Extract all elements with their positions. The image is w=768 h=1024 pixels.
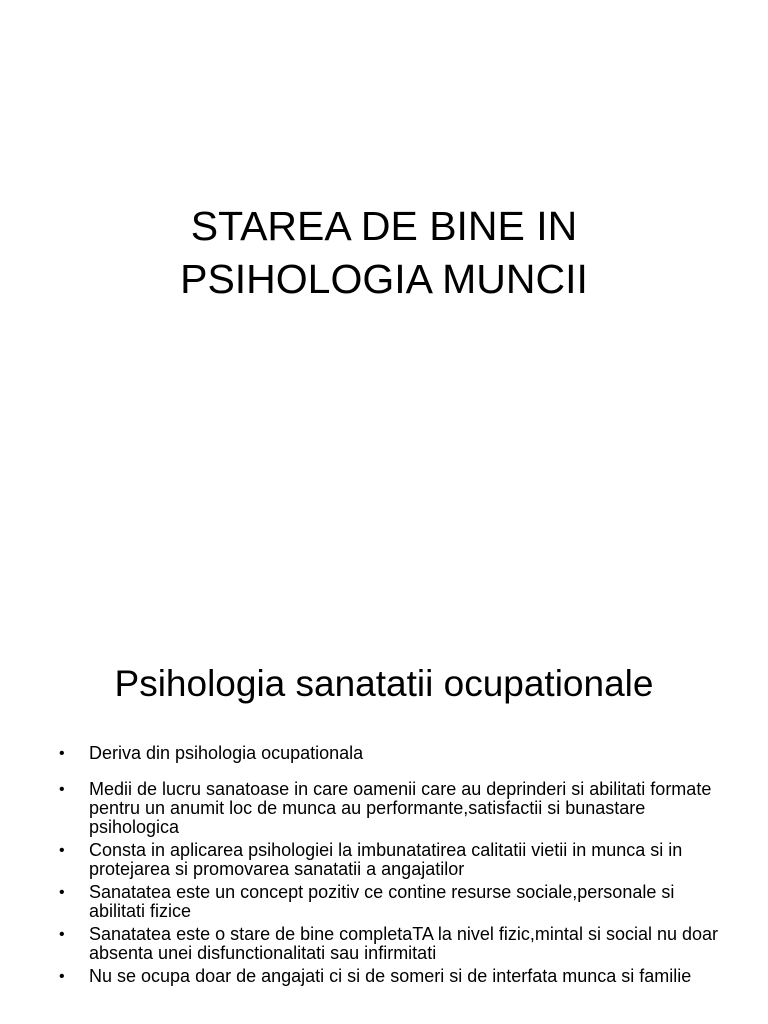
slide-title: [0, 200, 768, 306]
bullet-item: [0, 780, 768, 837]
bullet-icon: •: [59, 926, 65, 943]
bullet-text: Sanatatea este un concept pozitiv ce contine resurse sociale,personale si abilitati fizice: [89, 882, 675, 921]
bullet-text: Medii de lucru sanatoase in care oamenii care au deprinderi si abilitati formate pentru un anumit loc de munca au performante,satisfactii si bunastare psihologica: [89, 779, 712, 837]
bullet-item: [0, 841, 768, 879]
bullet-text: Deriva din psihologia ocupationala: [89, 743, 364, 763]
bullet-icon: •: [59, 745, 65, 762]
bullet-text: Sanatatea este o stare de bine completaTA la nivel fizic,mintal si social nu doar absenta unei disfunctionalitati sau infirmitati: [89, 924, 719, 963]
section-heading: Psihologia sanatatii ocupationale: [114, 663, 654, 704]
bullet-icon: •: [59, 781, 65, 798]
bullet-text: Consta in aplicarea psihologiei la imbunatatirea calitatii vietii in munca si in protejarea si promovarea sanatatii a angajatilor: [89, 840, 683, 879]
slide-title-line-1: STAREA DE BINE IN: [190, 203, 578, 249]
bullet-icon: •: [59, 968, 65, 985]
slide-title-line-2: PSIHOLOGIA MUNCII: [180, 256, 588, 302]
bullet-item: [0, 925, 768, 963]
bullet-item: [0, 883, 768, 921]
bullet-icon: •: [59, 884, 65, 901]
bullet-list: [0, 744, 768, 986]
bullet-item: [0, 744, 768, 763]
bullet-icon: •: [59, 842, 65, 859]
bullet-item: [0, 967, 768, 986]
bullet-text: Nu se ocupa doar de angajati ci si de someri si de interfata munca si familie: [89, 966, 692, 986]
